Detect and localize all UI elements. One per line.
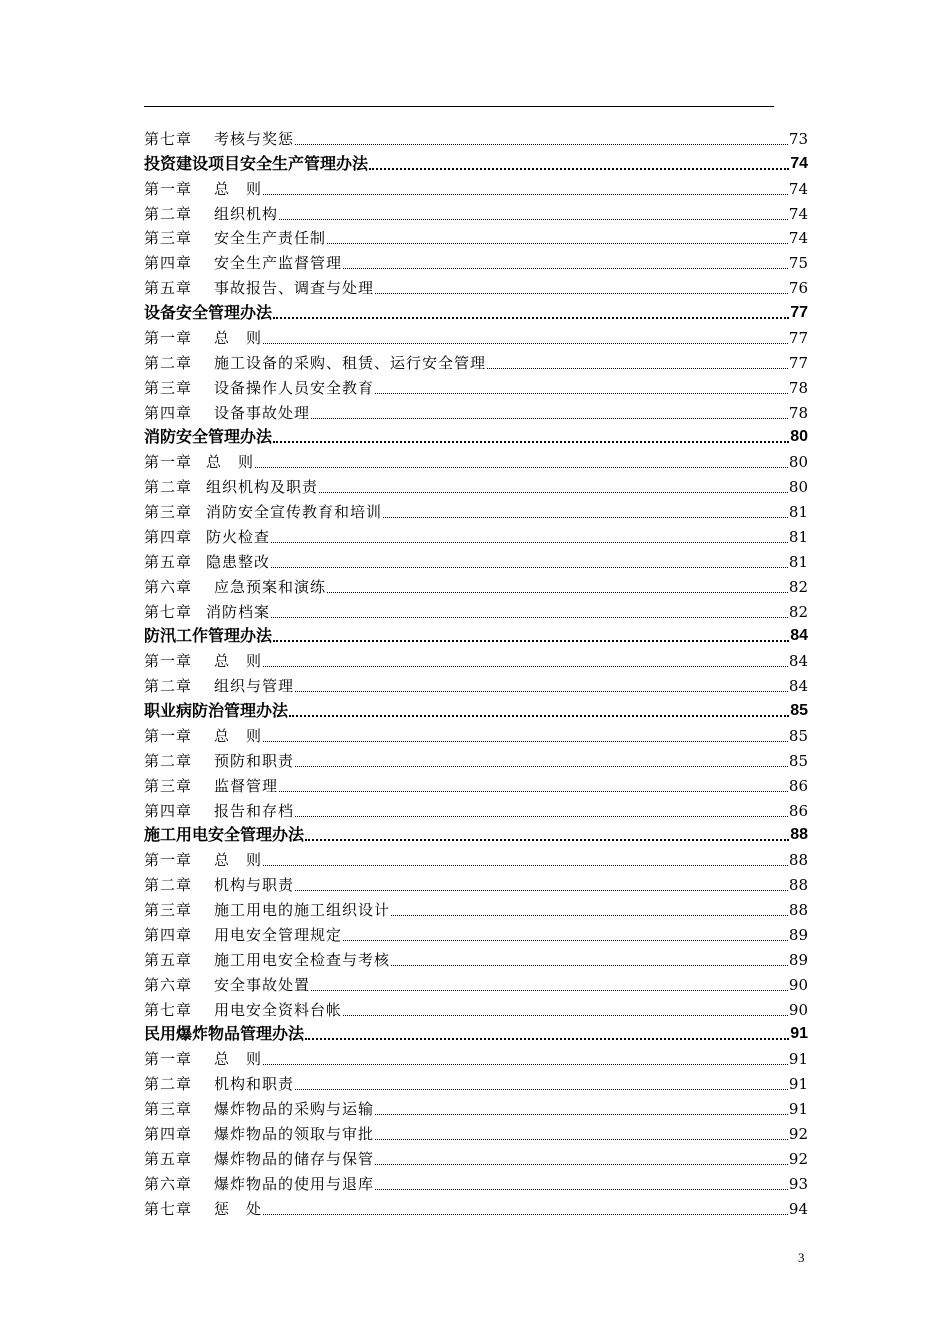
toc-chapter-number: 第七章: [144, 1199, 193, 1218]
toc-chapter-number: 第四章: [144, 254, 193, 273]
toc-entry-label: [144, 701, 288, 721]
toc-entry-title: 安全生产责任制: [214, 229, 327, 248]
toc-chapter-entry[interactable]: [144, 1144, 808, 1169]
toc-chapter-entry[interactable]: [144, 995, 808, 1020]
toc-entry-title: 职业病防治管理办法: [144, 701, 289, 720]
toc-entry-label: [144, 900, 390, 920]
toc-chapter-number: 第五章: [144, 552, 193, 571]
toc-page-number: 88: [788, 851, 808, 870]
toc-page-number: 82: [788, 577, 808, 596]
toc-chapter-number: 第二章: [144, 353, 193, 372]
toc-page-number: 85: [788, 751, 808, 770]
toc-entry-title: 报告和存档: [214, 801, 295, 820]
toc-entry-label: [144, 602, 270, 622]
toc-entry-title: 爆炸物品的储存与保管: [214, 1149, 375, 1168]
toc-chapter-number: 第二章: [144, 204, 193, 223]
toc-entry-title: 总 则: [214, 652, 263, 671]
toc-entry-title: 消防安全宣传教育和培训: [206, 503, 383, 521]
toc-dot-leader: [327, 242, 788, 244]
toc-dot-leader: [369, 167, 789, 170]
toc-entry-title: 监督管理: [214, 776, 279, 795]
toc-page-number: 81: [788, 527, 808, 546]
toc-dot-leader: [295, 1088, 788, 1090]
toc-page-number: 88: [788, 901, 808, 919]
toc-chapter-entry[interactable]: [144, 572, 808, 597]
toc-entry-label: [144, 825, 304, 845]
toc-entry-title: 总 则: [206, 453, 255, 472]
toc-page-number: 80: [788, 453, 808, 472]
toc-chapter-entry[interactable]: [144, 671, 808, 696]
toc-dot-leader: [263, 864, 788, 866]
toc-chapter-number: 第七章: [144, 129, 193, 148]
toc-entry-title: 消防档案: [206, 602, 271, 621]
toc-chapter-number: 第二章: [144, 876, 193, 895]
toc-entry-label: [144, 850, 262, 870]
toc-entry-label: [144, 801, 294, 821]
toc-chapter-entry[interactable]: [144, 497, 808, 522]
toc-page-number: 89: [788, 950, 808, 969]
toc-dot-leader: [343, 1014, 788, 1016]
toc-entry-label: [144, 1124, 374, 1144]
toc-entry-label: [144, 577, 326, 597]
toc-chapter-number: 第四章: [144, 925, 193, 944]
toc-chapter-entry[interactable]: [144, 273, 808, 298]
toc-entry-label: [144, 527, 270, 547]
toc-chapter-entry[interactable]: [144, 920, 808, 945]
toc-dot-leader: [375, 292, 788, 294]
toc-chapter-number: 第七章: [144, 602, 193, 621]
toc-entry-title: 安全事故处置: [214, 975, 311, 994]
toc-chapter-entry[interactable]: [144, 970, 808, 995]
toc-chapter-entry[interactable]: [144, 1194, 808, 1219]
toc-dot-leader: [383, 516, 788, 518]
toc-page-number: 88: [790, 826, 808, 844]
toc-entry-title: 施工用电的施工组织设计: [214, 901, 391, 919]
toc-chapter-number: 第七章: [144, 1000, 193, 1019]
toc-chapter-entry[interactable]: [144, 1169, 808, 1194]
toc-page-number: 86: [788, 776, 808, 795]
header-rule: [144, 106, 774, 107]
toc-entry-label: [144, 502, 382, 522]
toc-dot-leader: [375, 1163, 788, 1165]
toc-dot-leader: [271, 566, 788, 568]
toc-entry-title: 爆炸物品的采购与运输: [214, 1100, 375, 1118]
toc-chapter-entry[interactable]: [144, 945, 808, 970]
toc-chapter-entry[interactable]: [144, 398, 808, 423]
toc-entry-label: [144, 1149, 374, 1169]
toc-section-entry[interactable]: [144, 622, 808, 647]
toc-chapter-entry[interactable]: [144, 522, 808, 547]
toc-entry-label: [144, 303, 272, 323]
toc-chapter-entry[interactable]: [144, 646, 808, 671]
toc-entry-title: 投资建设项目安全生产管理办法: [144, 153, 369, 173]
toc-page-number: 85: [788, 726, 808, 745]
toc-entry-title: 预防和职责: [214, 751, 295, 770]
toc-entry-title: 应急预案和演练: [214, 577, 327, 596]
toc-chapter-entry[interactable]: [144, 547, 808, 572]
toc-chapter-entry[interactable]: [144, 323, 808, 348]
toc-chapter-number: 第四章: [144, 1124, 193, 1143]
toc-page-number: 77: [788, 328, 808, 347]
toc-dot-leader: [273, 316, 789, 319]
toc-entry-label: [144, 1199, 262, 1219]
toc-entry-title: 施工设备的采购、租赁、运行安全管理: [214, 353, 487, 372]
toc-entry-label: [144, 378, 374, 398]
toc-chapter-number: 第二章: [144, 1075, 193, 1094]
toc-chapter-entry[interactable]: [144, 1069, 808, 1094]
toc-chapter-entry[interactable]: [144, 845, 808, 870]
toc-chapter-entry[interactable]: [144, 597, 808, 622]
toc-dot-leader: [375, 1188, 788, 1190]
toc-chapter-entry[interactable]: [144, 1094, 808, 1119]
toc-chapter-number: 第三章: [144, 378, 193, 397]
toc-dot-leader: [343, 939, 788, 941]
toc-page-number: 90: [788, 975, 808, 994]
toc-entry-title: 总 则: [214, 726, 263, 745]
toc-chapter-entry[interactable]: [144, 248, 808, 273]
toc-entry-title: 用电安全资料台帐: [214, 1000, 343, 1019]
toc-dot-leader: [295, 765, 788, 767]
toc-entry-title: 组织机构及职责: [206, 478, 319, 497]
toc-chapter-entry[interactable]: [144, 447, 808, 472]
toc-chapter-number: 第二章: [144, 478, 193, 497]
toc-page-number: 90: [788, 1000, 808, 1019]
toc-chapter-number: 第一章: [144, 328, 193, 347]
toc-page-number: 77: [790, 304, 808, 321]
toc-entry-label: [144, 776, 278, 796]
toc-entry-title: 防火检查: [206, 527, 271, 546]
toc-page-number: 92: [788, 1149, 808, 1168]
toc-chapter-number: 第四章: [144, 527, 193, 546]
toc-page-number: 81: [788, 552, 808, 571]
toc-entry-title: 事故报告、调查与处理: [214, 279, 375, 298]
toc-chapter-number: 第四章: [144, 403, 193, 422]
toc-entry-label: [144, 1074, 294, 1094]
toc-chapter-number: 第六章: [144, 577, 193, 596]
toc-page-number: 93: [788, 1174, 808, 1193]
toc-chapter-number: 第五章: [144, 1149, 193, 1168]
toc-entry-title: 设备操作人员安全教育: [214, 378, 375, 397]
toc-page-number: 75: [788, 254, 808, 273]
toc-page-number: 91: [790, 1025, 808, 1043]
toc-chapter-entry[interactable]: [144, 199, 808, 224]
toc-page-number: 74: [788, 229, 808, 248]
toc-page-number: 94: [788, 1199, 808, 1218]
toc-page-number: 84: [788, 652, 808, 671]
toc-chapter-number: 第六章: [144, 1174, 193, 1193]
toc-dot-leader: [273, 639, 789, 642]
toc-entry-title: 总 则: [214, 851, 263, 870]
toc-dot-leader: [263, 1213, 788, 1215]
toc-dot-leader: [263, 740, 788, 742]
toc-entry-label: [144, 1049, 262, 1069]
toc-entry-label: [144, 626, 272, 646]
toc-chapter-number: 第一章: [144, 1050, 193, 1069]
toc-entry-label: [144, 253, 342, 273]
toc-chapter-entry[interactable]: [144, 870, 808, 895]
toc-page-number: 76: [788, 279, 808, 298]
toc-chapter-entry[interactable]: [144, 124, 808, 149]
toc-entry-title: 考核与奖惩: [214, 129, 295, 148]
toc-chapter-entry[interactable]: [144, 746, 808, 771]
toc-page-number: 91: [788, 1050, 808, 1069]
toc-chapter-number: 第三章: [144, 1100, 193, 1118]
toc-entry-title: 机构和职责: [214, 1075, 295, 1094]
toc-dot-leader: [343, 267, 788, 269]
toc-chapter-number: 第四章: [144, 801, 193, 820]
toc-entry-title: 用电安全管理规定: [214, 925, 343, 944]
toc-entry-label: [144, 204, 278, 224]
toc-entry-label: [144, 975, 310, 995]
toc-entry-label: [144, 228, 326, 248]
toc-chapter-number: 第五章: [144, 279, 193, 298]
toc-page-number: 86: [788, 801, 808, 820]
toc-page-number: 81: [788, 503, 808, 521]
toc-section-entry[interactable]: [144, 423, 808, 448]
toc-page-number: 80: [790, 428, 808, 446]
toc-entry-title: 组织机构: [214, 204, 279, 223]
toc-dot-leader: [263, 1063, 788, 1065]
toc-page-number: 91: [788, 1075, 808, 1094]
toc-entry-label: [144, 403, 310, 423]
toc-page-number: 78: [788, 378, 808, 397]
toc-page-number: 80: [788, 478, 808, 497]
toc-entry-label: [144, 751, 294, 771]
toc-entry-title: 爆炸物品的领取与审批: [214, 1124, 375, 1143]
toc-entry-label: [144, 427, 272, 447]
toc-chapter-entry[interactable]: [144, 771, 808, 796]
toc-chapter-number: 第三章: [144, 901, 193, 919]
toc-page-number: 78: [788, 403, 808, 422]
toc-page-number: 89: [788, 925, 808, 944]
toc-entry-label: [144, 477, 318, 497]
toc-entry-label: [144, 651, 262, 671]
toc-page-number: 88: [788, 876, 808, 895]
toc-chapter-number: 第一章: [144, 726, 193, 745]
toc-dot-leader: [391, 914, 788, 916]
toc-page-number: 92: [788, 1124, 808, 1143]
toc-chapter-number: 第二章: [144, 751, 193, 770]
toc-section-entry[interactable]: [144, 696, 808, 721]
toc-entry-title: 设备安全管理办法: [144, 303, 273, 322]
toc-entry-title: 总 则: [214, 1050, 263, 1069]
toc-dot-leader: [305, 838, 789, 841]
toc-dot-leader: [375, 392, 788, 394]
toc-dot-leader: [375, 1138, 788, 1140]
toc-entry-label: [144, 875, 294, 895]
toc-chapter-number: 第三章: [144, 229, 193, 248]
toc-entry-label: [144, 179, 262, 199]
toc-dot-leader: [391, 964, 788, 966]
toc-entry-label: [144, 726, 262, 746]
toc-entry-label: [144, 328, 262, 348]
toc-dot-leader: [271, 541, 788, 543]
toc-dot-leader: [305, 1037, 789, 1040]
toc-entry-title: 民用爆炸物品管理办法: [144, 1024, 305, 1044]
toc-dot-leader: [311, 989, 788, 991]
toc-entry-label: [144, 676, 294, 696]
toc-chapter-number: 第一章: [144, 453, 193, 472]
toc-entry-title: 总 则: [214, 328, 263, 347]
toc-entry-title: 消防安全管理办法: [144, 427, 273, 447]
toc-dot-leader: [295, 690, 788, 692]
toc-dot-leader: [263, 665, 788, 667]
toc-entry-title: 惩 处: [214, 1199, 263, 1218]
toc-page-number: 91: [788, 1100, 808, 1118]
toc-chapter-entry[interactable]: [144, 472, 808, 497]
toc-section-entry[interactable]: [144, 149, 808, 174]
toc-chapter-number: 第一章: [144, 179, 193, 198]
toc-entry-label: [144, 1174, 374, 1194]
toc-chapter-number: 第二章: [144, 677, 193, 696]
toc-page-number: 74: [790, 154, 808, 172]
toc-entry-label: [144, 353, 486, 373]
toc-entry-title: 施工用电安全检查与考核: [214, 950, 391, 969]
toc-chapter-number: 第五章: [144, 950, 193, 969]
toc-page-number: 74: [788, 204, 808, 223]
toc-chapter-number: 第三章: [144, 776, 193, 795]
toc-page-number: 74: [788, 179, 808, 198]
toc-entry-label: [144, 129, 294, 149]
toc-dot-leader: [375, 1113, 788, 1115]
toc-chapter-entry[interactable]: [144, 796, 808, 821]
toc-dot-leader: [295, 143, 788, 145]
toc-chapter-entry[interactable]: [144, 1119, 808, 1144]
toc-chapter-entry[interactable]: [144, 1044, 808, 1069]
toc-entry-title: 施工用电安全管理办法: [144, 825, 305, 845]
toc-dot-leader: [271, 616, 788, 618]
toc-page-number: 82: [788, 602, 808, 621]
toc-section-entry[interactable]: [144, 1020, 808, 1045]
toc-chapter-entry[interactable]: [144, 348, 808, 373]
toc-dot-leader: [295, 815, 788, 817]
toc-entry-label: [144, 950, 390, 970]
toc-entry-title: 总 则: [214, 179, 263, 198]
table-of-contents: [144, 124, 808, 1219]
toc-page-number: 73: [788, 129, 808, 148]
toc-entry-title: 防汛工作管理办法: [144, 626, 273, 646]
toc-page-number: 84: [790, 627, 808, 645]
toc-dot-leader: [319, 491, 788, 493]
toc-dot-leader: [487, 367, 788, 369]
toc-entry-label: [144, 154, 368, 174]
toc-dot-leader: [327, 591, 788, 593]
toc-dot-leader: [263, 193, 788, 195]
toc-dot-leader: [279, 218, 788, 220]
toc-entry-title: 设备事故处理: [214, 403, 311, 422]
toc-entry-title: 隐患整改: [206, 552, 271, 571]
toc-dot-leader: [263, 342, 788, 344]
toc-entry-label: [144, 278, 374, 298]
toc-chapter-entry[interactable]: [144, 895, 808, 920]
toc-entry-label: [144, 925, 342, 945]
toc-entry-label: [144, 1000, 342, 1020]
toc-entry-label: [144, 1024, 304, 1044]
toc-entry-label: [144, 452, 254, 472]
toc-entry-title: 爆炸物品的使用与退库: [214, 1174, 375, 1193]
toc-entry-title: 机构与职责: [214, 876, 295, 895]
toc-section-entry[interactable]: [144, 821, 808, 846]
toc-chapter-entry[interactable]: [144, 373, 808, 398]
toc-entry-title: 组织与管理: [214, 677, 295, 696]
toc-chapter-number: 第三章: [144, 503, 193, 521]
toc-entry-label: [144, 1099, 374, 1119]
toc-chapter-number: 第一章: [144, 652, 193, 671]
toc-dot-leader: [311, 417, 788, 419]
page-number: 3: [798, 1250, 805, 1265]
toc-dot-leader: [273, 440, 789, 443]
toc-dot-leader: [255, 466, 788, 468]
toc-page-number: 77: [788, 353, 808, 372]
toc-page-number: 85: [790, 702, 808, 719]
toc-entry-label: [144, 552, 270, 572]
toc-dot-leader: [295, 889, 788, 891]
toc-chapter-entry[interactable]: [144, 721, 808, 746]
toc-chapter-entry[interactable]: [144, 224, 808, 249]
toc-chapter-entry[interactable]: [144, 174, 808, 199]
toc-page-number: 84: [788, 677, 808, 696]
toc-chapter-number: 第一章: [144, 851, 193, 870]
toc-dot-leader: [289, 714, 789, 717]
toc-entry-title: 安全生产监督管理: [214, 254, 343, 273]
toc-dot-leader: [279, 790, 788, 792]
toc-chapter-number: 第六章: [144, 975, 193, 994]
toc-section-entry[interactable]: [144, 298, 808, 323]
